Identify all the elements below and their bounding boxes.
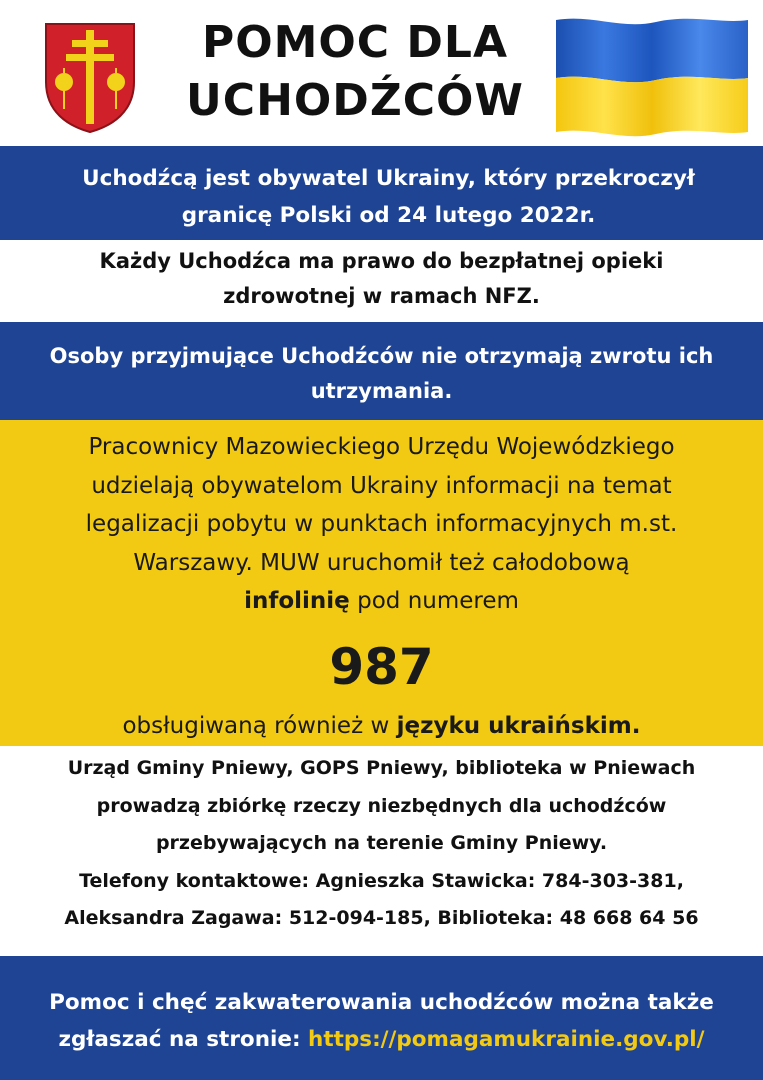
collection-section bbox=[0, 746, 763, 956]
website-link[interactable]: https://pomagamukrainie.gov.pl/ bbox=[308, 1027, 705, 1052]
hotline-number: 987 bbox=[329, 637, 434, 696]
title-line-1: POMOC DLA bbox=[201, 17, 509, 68]
coat-of-arms-icon bbox=[42, 20, 138, 134]
footer-prefix: zgłaszać na stronie: bbox=[58, 1027, 309, 1052]
health-care-banner bbox=[0, 240, 763, 322]
page-title bbox=[170, 14, 540, 130]
language-bold: języku ukraińskim. bbox=[396, 712, 641, 739]
contact-phones-line-2: Aleksandra Zagawa: 512-094-185, Biblioteka: 48 668 64 56 bbox=[64, 907, 699, 929]
contact-phones-line-1: Telefony kontaktowe: Agnieszka Stawicka: 784-303-381, bbox=[79, 869, 684, 892]
ukraine-flag-icon bbox=[552, 14, 752, 144]
collection-line-1: Urząd Gminy Pniewy, GOPS Pniewy, biblioteka w Pniewach bbox=[67, 757, 696, 779]
info-line-5 bbox=[28, 582, 735, 621]
collection-line-2: prowadzą zbiórkę rzeczy niezbędnych dla uchodźców bbox=[96, 794, 667, 817]
info-section bbox=[0, 420, 763, 746]
collection-line-3: przebywających na terenie Gminy Pniewy. bbox=[155, 832, 608, 854]
language-prefix: obsługiwaną również w bbox=[122, 712, 397, 739]
info-line-language bbox=[28, 707, 735, 746]
footer-line-2 bbox=[16, 1021, 747, 1058]
footer-line-1: Pomoc i chęć zakwaterowania uchodźców można także bbox=[49, 990, 714, 1015]
no-refund-banner bbox=[0, 322, 763, 420]
health-care-text: Każdy Uchodźca ma prawo do bezpłatnej opieki zdrowotnej w ramach NFZ. bbox=[99, 249, 664, 308]
footer-banner bbox=[0, 956, 763, 1080]
hotline-rest: pod numerem bbox=[349, 588, 519, 614]
header bbox=[0, 0, 763, 146]
title-line-2: UCHODŹCÓW bbox=[186, 75, 524, 126]
info-line-3: legalizacji pobytu w punktach informacyjnych m.st. bbox=[85, 511, 678, 537]
info-line-1: Pracownicy Mazowieckiego Urzędu Wojewódzkiego bbox=[88, 434, 675, 460]
refugee-definition-banner bbox=[0, 146, 763, 240]
no-refund-text: Osoby przyjmujące Uchodźców nie otrzymają zwrotu ich utrzymania. bbox=[49, 344, 714, 403]
info-line-2: udzielają obywatelom Ukrainy informacji na temat bbox=[91, 472, 672, 499]
hotline-word: infolinię bbox=[244, 588, 350, 614]
info-line-4: Warszawy. MUW uruchomił też całodobową bbox=[133, 549, 630, 576]
refugee-definition-text: Uchodźcą jest obywatel Ukrainy, który przekroczył granicę Polski od 24 lutego 2022r. bbox=[82, 166, 695, 228]
